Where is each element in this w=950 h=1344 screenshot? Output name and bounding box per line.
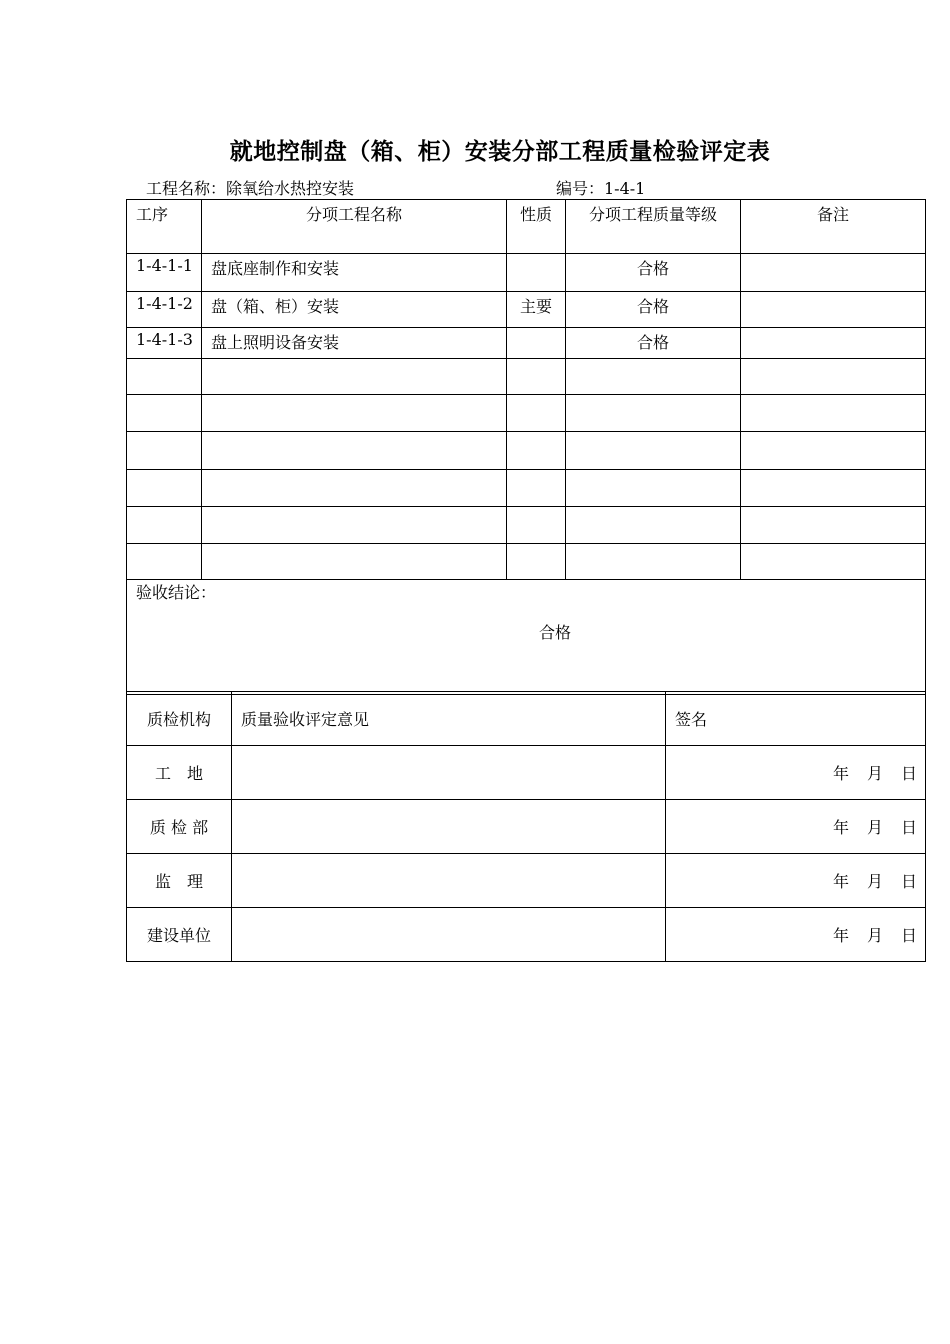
- signature-date: [666, 854, 926, 908]
- cell-grade: [566, 470, 741, 507]
- month-label: 月: [866, 872, 883, 891]
- cell-process: [127, 395, 202, 432]
- cell-subitem-name: 盘（箱、柜）安装: [202, 292, 507, 328]
- header-opinion: 质量验收评定意见: [232, 692, 666, 746]
- cell-process: [127, 359, 202, 395]
- header-signature: 签名: [666, 692, 926, 746]
- cell-nature: 主要: [507, 292, 566, 328]
- header-remarks: 备注: [741, 200, 926, 254]
- cell-subitem-name: [202, 432, 507, 470]
- year-label: 年: [832, 926, 849, 945]
- year-label: 年: [832, 764, 849, 783]
- inspection-row: [127, 800, 926, 854]
- cell-grade: 合格: [566, 254, 741, 292]
- inspection-org: 监 理: [127, 854, 232, 908]
- inspection-org: 质 检 部: [127, 800, 232, 854]
- cell-nature: [507, 254, 566, 292]
- cell-remarks: [741, 432, 926, 470]
- cell-remarks: [741, 470, 926, 507]
- cell-remarks: [741, 292, 926, 328]
- header-nature: 性质: [507, 200, 566, 254]
- table-header-row: [127, 200, 926, 254]
- cell-nature: [507, 432, 566, 470]
- table-row: [127, 395, 926, 432]
- cell-nature: [507, 359, 566, 395]
- cell-remarks: [741, 359, 926, 395]
- year-label: 年: [832, 872, 849, 891]
- day-label: 日: [900, 872, 917, 891]
- cell-grade: [566, 544, 741, 580]
- document-code: 编号：1-4-1: [556, 179, 646, 198]
- cell-process: [127, 432, 202, 470]
- opinion-cell: [232, 746, 666, 800]
- subitem-table: [126, 199, 926, 695]
- inspection-org: 建设单位: [127, 908, 232, 962]
- cell-process: [127, 507, 202, 544]
- table-row: [127, 507, 926, 544]
- table-row: [127, 359, 926, 395]
- table-row: [127, 292, 926, 328]
- conclusion-row: [127, 580, 926, 695]
- inspection-row: [127, 854, 926, 908]
- cell-subitem-name: 盘底座制作和安装: [202, 254, 507, 292]
- cell-process: 1-4-1-2: [127, 292, 202, 328]
- cell-remarks: [741, 544, 926, 580]
- month-label: 月: [866, 818, 883, 837]
- cell-subitem-name: [202, 359, 507, 395]
- year-label: 年: [832, 818, 849, 837]
- cell-remarks: [741, 328, 926, 359]
- cell-remarks: [741, 507, 926, 544]
- inspection-row: [127, 746, 926, 800]
- inspection-row: [127, 908, 926, 962]
- month-label: 月: [866, 926, 883, 945]
- table-row: [127, 470, 926, 507]
- cell-process: 1-4-1-3: [127, 328, 202, 359]
- table-row: [127, 254, 926, 292]
- acceptance-conclusion: [127, 580, 925, 694]
- table-row: [127, 328, 926, 359]
- table-row: [127, 432, 926, 470]
- signature-date: [666, 800, 926, 854]
- cell-grade: [566, 432, 741, 470]
- conclusion-label: 验收结论：: [136, 583, 217, 602]
- cell-grade: 合格: [566, 292, 741, 328]
- header-quality-grade: 分项工程质量等级: [566, 200, 741, 254]
- opinion-cell: [232, 800, 666, 854]
- cell-subitem-name: [202, 507, 507, 544]
- cell-subitem-name: [202, 470, 507, 507]
- cell-subitem-name: [202, 544, 507, 580]
- cell-process: [127, 470, 202, 507]
- header-subitem-name: 分项工程名称: [202, 200, 507, 254]
- opinion-cell: [232, 908, 666, 962]
- header-inspection-org: 质检机构: [127, 692, 232, 746]
- cell-grade: [566, 359, 741, 395]
- day-label: 日: [900, 764, 917, 783]
- cell-remarks: [741, 395, 926, 432]
- inspection-table: [126, 691, 926, 962]
- day-label: 日: [900, 818, 917, 837]
- signature-date: [666, 908, 926, 962]
- inspection-header-row: [127, 692, 926, 746]
- project-name: 工程名称：除氧给水热控安装: [146, 179, 355, 198]
- cell-grade: [566, 395, 741, 432]
- day-label: 日: [900, 926, 917, 945]
- table-row: [127, 544, 926, 580]
- month-label: 月: [866, 764, 883, 783]
- inspection-org: 工 地: [127, 746, 232, 800]
- opinion-cell: [232, 854, 666, 908]
- cell-nature: [507, 470, 566, 507]
- signature-date: [666, 746, 926, 800]
- cell-nature: [507, 328, 566, 359]
- conclusion-value: 合格: [539, 623, 572, 642]
- cell-process: 1-4-1-1: [127, 254, 202, 292]
- page-title: 就地控制盘（箱、柜）安装分部工程质量检验评定表: [229, 138, 771, 165]
- cell-grade: 合格: [566, 328, 741, 359]
- cell-subitem-name: 盘上照明设备安装: [202, 328, 507, 359]
- cell-nature: [507, 395, 566, 432]
- cell-nature: [507, 544, 566, 580]
- cell-subitem-name: [202, 395, 507, 432]
- cell-process: [127, 544, 202, 580]
- cell-remarks: [741, 254, 926, 292]
- cell-grade: [566, 507, 741, 544]
- header-process: 工序: [127, 200, 202, 254]
- cell-nature: [507, 507, 566, 544]
